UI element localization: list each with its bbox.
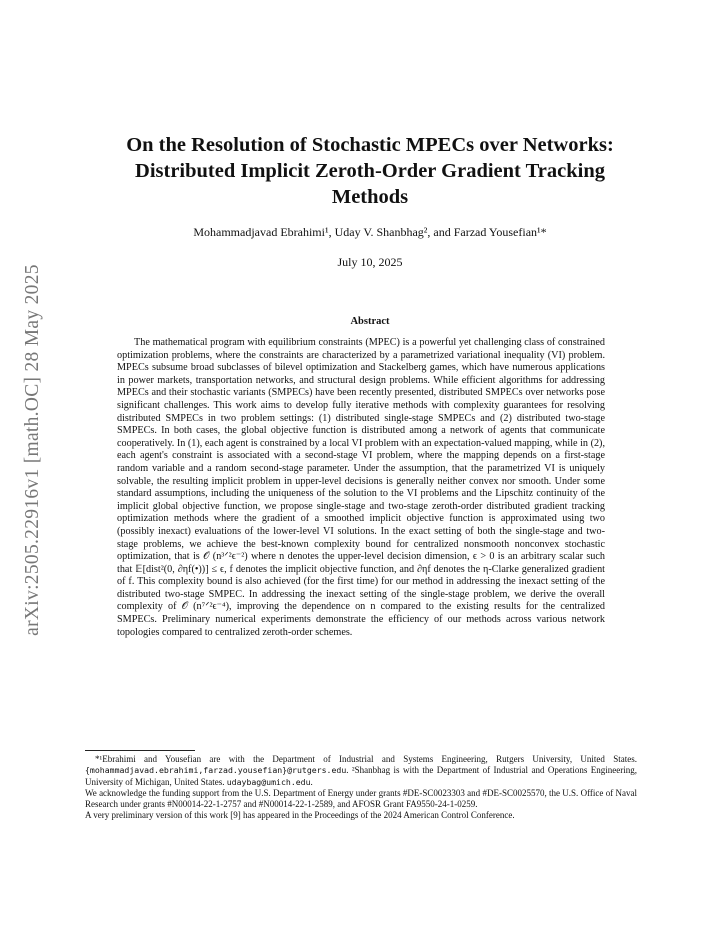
affiliation-text-end: . [310, 776, 313, 787]
paper-date: July 10, 2025 [337, 255, 403, 269]
author-list: Mohammadjavad Ebrahimi¹, Uday V. Shanbhag², and Farzad Yousefian¹* [193, 225, 547, 239]
email-umich: udaybag@umich.edu [226, 776, 311, 787]
title-line: Methods [331, 186, 409, 208]
email-rutgers: {mohammadjavad.ebrahimi,farzad.yousefian}@rutgers.edu [85, 765, 347, 776]
affiliation-text-1: *¹Ebrahimi and Yousefian are with the Department of Industrial and Systems Engineering, Rutgers University, United States. [95, 754, 637, 764]
abstract-heading: Abstract [350, 316, 390, 327]
preliminary-note: A very preliminary version of this work [9] has appeared in the Proceedings of the 2024 American Control Conference. [85, 810, 515, 821]
arxiv-id-label: arXiv:2505.22916v1 [math.OC] 28 May 2025 [22, 264, 44, 636]
arxiv-sidebar [18, 240, 48, 660]
affiliation-text-2: . ²Shanbhag is with the Department of Industrial and Operations Engineering, University of Michigan, United States. [85, 765, 637, 787]
funding-note: We acknowledge the funding support from the U.S. Department of Energy under grants #DE-SC0023303 and #DE-SC0025570, the U.S. Office of Naval Research under grants #N00014-22-1-2757 and #N00014-22-1-2589, and AFOSR Grant FA9550-24-1-0259. [85, 787, 637, 810]
title-line: Distributed Implicit Zeroth-Order Gradient Tracking [135, 160, 605, 182]
footnote-rule [85, 750, 195, 751]
abstract-body [117, 337, 605, 749]
paper-title [80, 132, 660, 210]
title-line: On the Resolution of Stochastic MPECs over Networks: [126, 134, 614, 156]
footnotes [85, 754, 637, 822]
abstract-text: The mathematical program with equilibrium constraints (MPEC) is a powerful yet challenging class of constrained optimization problems, where the constraints are characterized by a parametrized variational inequality (VI) problem. MPECs subsume broad subclasses of bilevel optimization and Stackelberg games, which have numerous applications in power markets, transportation networks, and structural design problems. While efficient algorithms for addressing MPECs and their stochastic variants (SMPECs) have been recently presented, distributed SMPECs over networks pose significant challenges. This work aims to develop fully iterative methods with complexity guarantees for resolving distributed SMPECs in two problem settings: (1) distributed single-stage SMPECs and (2) distributed two-stage SMPECs. In both cases, the global objective function is distributed among a network of agents that communicate cooperatively. In (1), each agent is constrained by a local VI problem with an expectation-valued mapping, while in (2), each agent's constraint is associated with a second-stage VI problem, where the mapping depends on a first-stage random variable and a random second-stage parameter. Under the assumption, that the parametrized VI is uniquely solvable, the resulting implicit problem in upper-level decisions is generally neither convex nor smooth. Under some standard assumptions, including the uniqueness of the solution to the VI problems and the Lipschitz continuity of the implicit global objective function, we propose single-stage and two-stage zeroth-order distributed gradient tracking optimization methods where the gradient of a smoothed implicit objective function is approximated using two (possibly inexact) evaluations of the lower-level VI solutions. In the exact setting of both the single-stage and two-stage problems, we achieve the best-known complexity bound for centralized nonsmooth nonconvex stochastic optimization, that is 𝒪 (n³ᐟ²ϵ⁻²) where n denotes the upper-level decision dimension, ϵ > 0 is an arbitrary scalar such that 𝔼[dist²(0, ∂ηf(•))] ≤ ϵ, f denotes the implicit objective function, and ∂ηf denotes the η-Clarke generalized gradient of f. This complexity bound is also achieved (for the first time) for our method in addressing the inexact setting of the distributed two-stage SMPEC. In addressing the inexact setting of the single-stage problem, we derive the overall complexity of 𝒪 (n⁷ᐟ²ϵ⁻⁴), improving the dependence on n compared to the existing results for the centralized SMPECs. Preliminary numerical experiments demonstrate the efficiency of our methods across various network topologies compared to centralized zeroth-order schemes. [117, 337, 605, 638]
affiliation-footnote [85, 754, 637, 788]
